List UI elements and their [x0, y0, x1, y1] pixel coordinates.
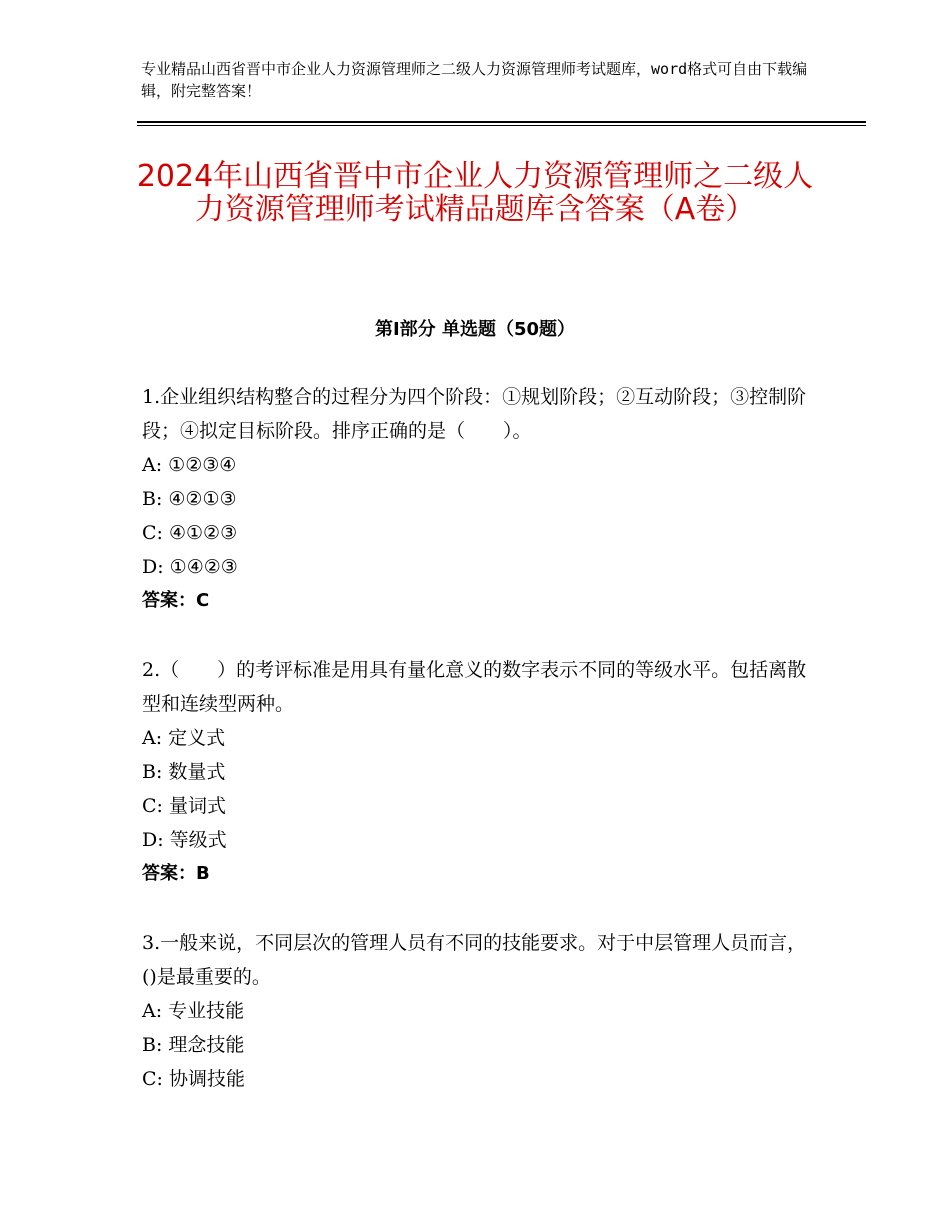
option-c: C: ④①②③: [142, 522, 238, 544]
option-a: A: ①②③④: [142, 454, 237, 476]
header-rule-thin: [137, 125, 866, 126]
question-stem: 2.（ ）的考评标准是用具有量化意义的数字表示不同的等级水平。包括离散型和连续型两种。: [142, 659, 807, 715]
option-a: A: 专业技能: [142, 1000, 245, 1022]
question-stem: 3.一般来说，不同层次的管理人员有不同的技能要求。对于中层管理人员而言，()是最重要的。: [142, 932, 807, 988]
header-rule-thick: [137, 121, 866, 123]
option-b: B: 理念技能: [142, 1034, 245, 1056]
question-3: [142, 926, 812, 1096]
answer: 答案：C: [142, 590, 210, 611]
option-d: D: 等级式: [142, 829, 227, 851]
option-b: B: 数量式: [142, 761, 226, 783]
document-title: 2024年山西省晋中市企业人力资源管理师之二级人力资源管理师考试精品题库含答案（A卷）: [136, 159, 814, 227]
question-2: [142, 653, 812, 891]
header-note: 专业精品山西省晋中市企业人力资源管理师之二级人力资源管理师考试题库，word格式可自由下载编辑，附完整答案！: [141, 60, 808, 100]
question-stem: 1.企业组织结构整合的过程分为四个阶段：①规划阶段；②互动阶段；③控制阶段；④拟定目标阶段。排序正确的是（ ）。: [142, 386, 807, 442]
section-heading: 第Ⅰ部分 单选题（50题）: [374, 319, 575, 340]
option-c: C: 协调技能: [142, 1068, 245, 1090]
option-c: C: 量词式: [142, 795, 226, 817]
option-a: A: 定义式: [142, 727, 226, 749]
option-b: B: ④②①③: [142, 488, 237, 510]
option-d: D: ①④②③: [142, 556, 238, 578]
question-1: [142, 380, 812, 618]
answer: 答案：B: [142, 863, 210, 884]
